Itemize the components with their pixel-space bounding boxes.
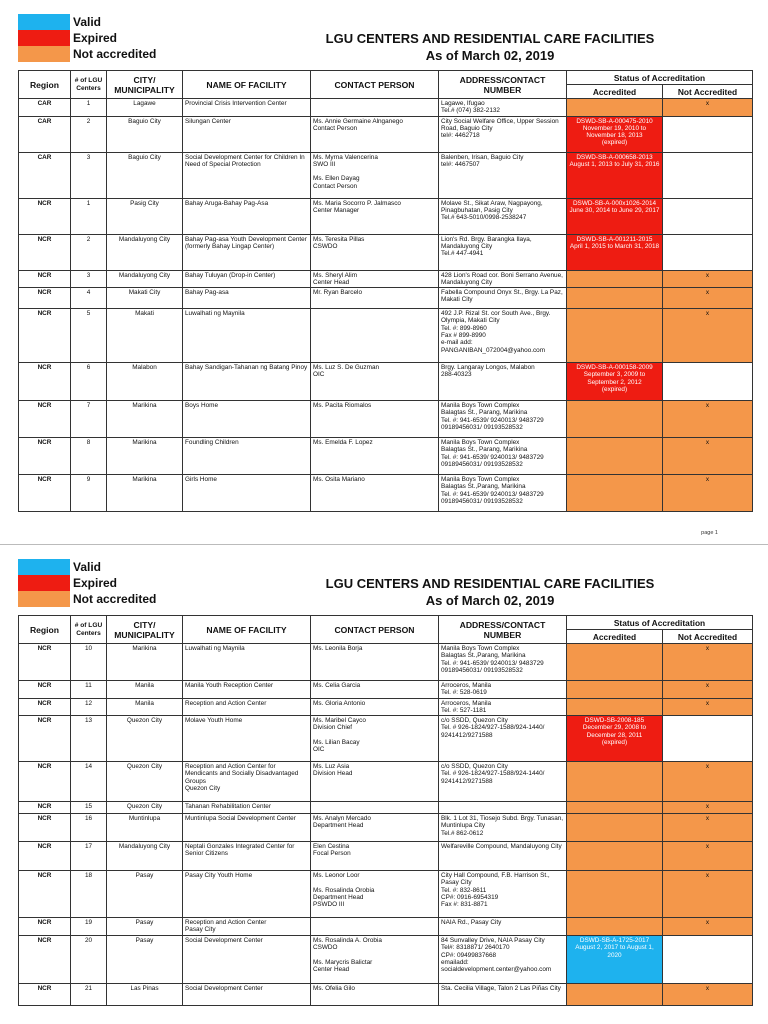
city-cell: Quezon City	[107, 716, 183, 762]
legend-label: Not accredited	[73, 47, 157, 61]
city-cell: Pasig City	[107, 198, 183, 234]
legend-label: Not accredited	[73, 592, 157, 606]
contact-person-cell: Ms. Ofelia Gilo	[311, 984, 439, 1006]
center-number-cell: 14	[71, 762, 107, 802]
contact-person-cell: Ms. Osita Mariano	[311, 475, 439, 512]
accredited-cell: DSWD-SB-A-000658-2013 August 1, 2013 to July 31, 2016	[567, 152, 663, 198]
legend-label: Valid	[73, 15, 102, 29]
not-accredited-cell	[663, 116, 753, 152]
table-row	[19, 814, 753, 842]
contact-person-cell	[311, 802, 439, 814]
col-header-address: ADDRESS/CONTACT NUMBER	[439, 616, 567, 644]
not-accredited-cell	[663, 936, 753, 984]
col-header-facility: NAME OF FACILITY	[183, 71, 311, 99]
table-row	[19, 234, 753, 270]
address-cell: Manila Boys Town Complex Balagtas St., Parang, Marikina Tel. #: 941-6539/ 9240013/ 9483729 09189456031/ 09193528532	[439, 438, 567, 475]
contact-person-cell: Ms. Sheryl Alim Center Head	[311, 270, 439, 288]
legend-item-valid	[18, 14, 156, 30]
center-number-cell: 1	[71, 198, 107, 234]
col-header-not-accredited: Not Accredited	[663, 630, 753, 644]
table-row	[19, 716, 753, 762]
region-cell: NCR	[19, 918, 71, 936]
city-cell: Lagawe	[107, 99, 183, 117]
table-row	[19, 842, 753, 871]
table-row	[19, 116, 753, 152]
not-accredited-cell: x	[663, 842, 753, 871]
legend-item-expired	[18, 575, 156, 591]
accredited-cell	[567, 984, 663, 1006]
center-number-cell: 11	[71, 681, 107, 699]
facility-name-cell: Provincial Crisis Intervention Center	[183, 99, 311, 117]
address-cell: Blk. 1 Lot 31, Tiosejo Subd. Brgy. Tunasan, Muntinlupa City Tel.# 862-0612	[439, 814, 567, 842]
legend-label: Valid	[73, 560, 102, 574]
contact-person-cell: Ms. Leonor Loor Ms. Rosalinda Orobia Department Head PSWDO III	[311, 871, 439, 918]
region-cell: NCR	[19, 698, 71, 716]
table-row	[19, 762, 753, 802]
address-cell: c/o SSDD, Quezon City Tel. # 926-1824/927-1588/924-1440/ 9241412/9271588	[439, 716, 567, 762]
contact-person-cell: Ms. Annie Germaine Alnganego Contact Person	[311, 116, 439, 152]
city-cell: Pasay	[107, 936, 183, 984]
not-accredited-cell: x	[663, 871, 753, 918]
city-cell: Malabon	[107, 363, 183, 401]
center-number-cell: 1	[71, 99, 107, 117]
facility-name-cell: Social Development Center for Children In Need of Special Protection	[183, 152, 311, 198]
address-cell: Manila Boys Town Complex Balagtas St.,Parang, Marikina Tel. #: 941-6539/ 9240013/ 9483729 09189456031/ 09193528532	[439, 475, 567, 512]
facility-name-cell: Tahanan Rehabilitation Center	[183, 802, 311, 814]
legend	[18, 559, 156, 607]
contact-person-cell: Ms. Maria Socorro P. Jalmasco Center Manager	[311, 198, 439, 234]
contact-person-cell: Ms. Pacita Riomalos	[311, 401, 439, 438]
facilities-table	[18, 70, 753, 512]
table-row	[19, 99, 753, 117]
accredited-cell	[567, 871, 663, 918]
table-row	[19, 198, 753, 234]
not-accredited-cell: x	[663, 681, 753, 699]
address-cell: Manila Boys Town Complex Balagtas St.,Parang, Marikina Tel. #: 941-6539/ 9240013/ 9483729 09189456031/ 09193528532	[439, 644, 567, 681]
col-header-contact: CONTACT PERSON	[311, 616, 439, 644]
facility-name-cell: Foundling Children	[183, 438, 311, 475]
accredited-cell	[567, 270, 663, 288]
table-row	[19, 644, 753, 681]
center-number-cell: 5	[71, 309, 107, 363]
center-number-cell: 6	[71, 363, 107, 401]
legend-swatch	[18, 30, 70, 46]
center-number-cell: 12	[71, 698, 107, 716]
not-accredited-cell: x	[663, 698, 753, 716]
region-cell: CAR	[19, 116, 71, 152]
address-cell: Lion's Rd. Brgy. Barangka Ilaya, Mandaluyong City Tel.# 447-4941	[439, 234, 567, 270]
not-accredited-cell: x	[663, 918, 753, 936]
legend-item-valid	[18, 559, 156, 575]
contact-person-cell: Ms. Emelda F. Lopez	[311, 438, 439, 475]
table-row	[19, 681, 753, 699]
region-cell: NCR	[19, 288, 71, 309]
address-cell: Lagawe, Ifugao Tel.# (074) 382-2132	[439, 99, 567, 117]
table-row	[19, 363, 753, 401]
page-number: page 1	[701, 530, 718, 536]
page-subtitle: As of March 02, 2019	[425, 593, 555, 608]
contact-person-cell: Ms. Rosalinda A. Orobia CSWDO Ms. Marycris Balictar Center Head	[311, 936, 439, 984]
city-cell: Marikina	[107, 644, 183, 681]
facility-name-cell: Manila Youth Reception Center	[183, 681, 311, 699]
col-header-status: Status of Accreditation	[567, 71, 753, 85]
city-cell: Mandaluyong City	[107, 270, 183, 288]
address-cell	[439, 802, 567, 814]
not-accredited-cell: x	[663, 270, 753, 288]
accredited-cell	[567, 842, 663, 871]
contact-person-cell: Ms. Analyn Mercado Department Head	[311, 814, 439, 842]
accredited-cell	[567, 681, 663, 699]
legend-swatch	[18, 559, 70, 575]
region-cell: NCR	[19, 198, 71, 234]
facility-name-cell: Molave Youth Home	[183, 716, 311, 762]
col-header-num: # of LGU Centers	[71, 616, 107, 644]
center-number-cell: 10	[71, 644, 107, 681]
contact-person-cell: Ms. Celia Garcia	[311, 681, 439, 699]
accredited-cell	[567, 438, 663, 475]
region-cell: NCR	[19, 681, 71, 699]
center-number-cell: 17	[71, 842, 107, 871]
table-row	[19, 475, 753, 512]
legend-item-expired	[18, 30, 156, 46]
address-cell: 428 Lion's Road cor. Boni Serrano Avenue, Mandaluyong City	[439, 270, 567, 288]
region-cell: CAR	[19, 99, 71, 117]
region-cell: NCR	[19, 716, 71, 762]
not-accredited-cell: x	[663, 438, 753, 475]
city-cell: Makati City	[107, 288, 183, 309]
accredited-cell	[567, 698, 663, 716]
legend-swatch	[18, 591, 70, 607]
region-cell: NCR	[19, 234, 71, 270]
accredited-cell: DSWD-SB-A-000475-2010 November 19, 2010 to November 18, 2013 (expired)	[567, 116, 663, 152]
center-number-cell: 19	[71, 918, 107, 936]
not-accredited-cell	[663, 234, 753, 270]
city-cell: Pasay	[107, 918, 183, 936]
center-number-cell: 7	[71, 401, 107, 438]
center-number-cell: 3	[71, 152, 107, 198]
facility-name-cell: Pasay City Youth Home	[183, 871, 311, 918]
accredited-cell	[567, 644, 663, 681]
facility-name-cell: Silungan Center	[183, 116, 311, 152]
region-cell: NCR	[19, 984, 71, 1006]
not-accredited-cell: x	[663, 401, 753, 438]
facilities-table	[18, 615, 753, 1006]
table-row	[19, 270, 753, 288]
facility-name-cell: Reception and Action Center for Mendicants and Socially Disadvantaged Groups Quezon City	[183, 762, 311, 802]
address-cell: Manila Boys Town Complex Balagtas St., Parang, Marikina Tel. #: 941-6539/ 9240013/ 9483729 09189456031/ 09193528532	[439, 401, 567, 438]
table-row	[19, 698, 753, 716]
col-header-address: ADDRESS/CONTACT NUMBER	[439, 71, 567, 99]
city-cell: Marikina	[107, 475, 183, 512]
not-accredited-cell: x	[663, 99, 753, 117]
contact-person-cell: Ms. Teresita Pillas CSWDO	[311, 234, 439, 270]
accredited-cell	[567, 475, 663, 512]
city-cell: Quezon City	[107, 802, 183, 814]
not-accredited-cell: x	[663, 309, 753, 363]
facility-name-cell: Social Development Center	[183, 984, 311, 1006]
not-accredited-cell	[663, 363, 753, 401]
legend	[18, 14, 156, 62]
legend-swatch	[18, 14, 70, 30]
city-cell: Pasay	[107, 871, 183, 918]
center-number-cell: 8	[71, 438, 107, 475]
address-cell: 492 J.P. Rizal St. cor South Ave., Brgy. Olympia, Makati City Tel. #: 899-8960 Fax # 899-8990 e-mail add: PANGANIBAN_072004@yahoo.com	[439, 309, 567, 363]
city-cell: Quezon City	[107, 762, 183, 802]
table-row	[19, 309, 753, 363]
accredited-cell	[567, 814, 663, 842]
facility-name-cell: Bahay Aruga-Bahay Pag-Asa	[183, 198, 311, 234]
address-cell: Brgy. Langaray Longos, Malabon 288-40323	[439, 363, 567, 401]
center-number-cell: 2	[71, 234, 107, 270]
legend-swatch	[18, 46, 70, 62]
facility-name-cell: Bahay Pag-asa Youth Development Center (formerly Bahay Lingap Center)	[183, 234, 311, 270]
region-cell: NCR	[19, 871, 71, 918]
not-accredited-cell: x	[663, 762, 753, 802]
accredited-cell	[567, 762, 663, 802]
page-2	[0, 544, 768, 1024]
facility-name-cell: Luwalhati ng Maynila	[183, 644, 311, 681]
col-header-num: # of LGU Centers	[71, 71, 107, 99]
region-cell: NCR	[19, 814, 71, 842]
contact-person-cell: Ms. Gloria Antonio	[311, 698, 439, 716]
accredited-cell	[567, 309, 663, 363]
center-number-cell: 13	[71, 716, 107, 762]
address-cell: Molave St., Sikat Araw, Nagpayong, Pinagbuhatan, Pasig City Tel.# 643-5010/0998-2538247	[439, 198, 567, 234]
facility-name-cell: Bahay Sandigan-Tahanan ng Batang Pinoy	[183, 363, 311, 401]
facility-name-cell: Reception and Action Center Pasay City	[183, 918, 311, 936]
accredited-cell	[567, 99, 663, 117]
contact-person-cell: Ms. Maribel Cayco Division Chief Ms. Lilian Bacay OIC	[311, 716, 439, 762]
col-header-region: Region	[19, 616, 71, 644]
contact-person-cell: Ms. Luz Asia Division Head	[311, 762, 439, 802]
city-cell: Muntinlupa	[107, 814, 183, 842]
center-number-cell: 18	[71, 871, 107, 918]
region-cell: NCR	[19, 644, 71, 681]
not-accredited-cell	[663, 152, 753, 198]
col-header-accredited: Accredited	[567, 630, 663, 644]
accredited-cell: DSWD-SB-A-000x1026-2014 June 30, 2014 to June 29, 2017	[567, 198, 663, 234]
table-row	[19, 918, 753, 936]
city-cell: Baguio City	[107, 152, 183, 198]
contact-person-cell	[311, 99, 439, 117]
address-cell: c/o SSDD, Quezon City Tel. # 926-1824/927-1588/924-1440/ 9241412/9271588	[439, 762, 567, 802]
region-cell: NCR	[19, 401, 71, 438]
facility-name-cell: Social Development Center	[183, 936, 311, 984]
legend-label: Expired	[73, 576, 118, 590]
legend-swatch	[18, 575, 70, 591]
address-cell: Fabella Compound Onyx St., Brgy. La Paz, Makati City	[439, 288, 567, 309]
table-row	[19, 152, 753, 198]
not-accredited-cell: x	[663, 644, 753, 681]
center-number-cell: 3	[71, 270, 107, 288]
city-cell: Manila	[107, 698, 183, 716]
address-cell: NAIA Rd., Pasay City	[439, 918, 567, 936]
facility-name-cell: Neptali Gonzales Integrated Center for Senior Citizens	[183, 842, 311, 871]
address-cell: Sta. Cecilia Village, Talon 2 Las Piñas City	[439, 984, 567, 1006]
table-row	[19, 871, 753, 918]
legend-item-not-accredited	[18, 591, 156, 607]
city-cell: Baguio City	[107, 116, 183, 152]
facility-name-cell: Bahay Pag-asa	[183, 288, 311, 309]
not-accredited-cell: x	[663, 802, 753, 814]
accredited-cell: DSWD-SB-A-000158-2009 September 3, 2009 to September 2, 2012 (expired)	[567, 363, 663, 401]
page-title: LGU CENTERS AND RESIDENTIAL CARE FACILITIES	[325, 576, 655, 591]
region-cell: NCR	[19, 363, 71, 401]
address-cell: Arroceros, Manila Tel. #: 528-0619	[439, 681, 567, 699]
city-cell: Las Pinas	[107, 984, 183, 1006]
region-cell: NCR	[19, 936, 71, 984]
not-accredited-cell: x	[663, 984, 753, 1006]
page-subtitle: As of March 02, 2019	[425, 48, 555, 63]
table-row	[19, 984, 753, 1006]
region-cell: NCR	[19, 475, 71, 512]
facility-name-cell: Boys Home	[183, 401, 311, 438]
not-accredited-cell	[663, 716, 753, 762]
contact-person-cell: Ms. Myrna Valencerina SWO III Ms. Ellen Dayag Contact Person	[311, 152, 439, 198]
center-number-cell: 21	[71, 984, 107, 1006]
accredited-cell	[567, 802, 663, 814]
address-cell: City Hall Compound, F.B. Harrison St., Pasay City Tel. #: 832-8611 CP#: 0916-6954319 Fax #: 831-8871	[439, 871, 567, 918]
region-cell: NCR	[19, 438, 71, 475]
table-row	[19, 288, 753, 309]
contact-person-cell	[311, 918, 439, 936]
col-header-not-accredited: Not Accredited	[663, 85, 753, 99]
accredited-cell	[567, 401, 663, 438]
not-accredited-cell: x	[663, 814, 753, 842]
address-cell: Arroceros, Manila Tel. #: 527-1181	[439, 698, 567, 716]
region-cell: NCR	[19, 842, 71, 871]
table-row	[19, 802, 753, 814]
facility-name-cell: Bahay Tuluyan (Drop-in Center)	[183, 270, 311, 288]
page-title: LGU CENTERS AND RESIDENTIAL CARE FACILITIES	[325, 31, 655, 46]
facility-name-cell: Girls Home	[183, 475, 311, 512]
col-header-city: CITY/ MUNICIPALITY	[107, 616, 183, 644]
region-cell: NCR	[19, 802, 71, 814]
col-header-status: Status of Accreditation	[567, 616, 753, 630]
center-number-cell: 9	[71, 475, 107, 512]
legend-item-not-accredited	[18, 46, 156, 62]
facility-name-cell: Muntinlupa Social Development Center	[183, 814, 311, 842]
facility-name-cell: Luwalhati ng Maynila	[183, 309, 311, 363]
legend-label: Expired	[73, 31, 118, 45]
table-row	[19, 401, 753, 438]
city-cell: Mandaluyong City	[107, 842, 183, 871]
city-cell: Marikina	[107, 438, 183, 475]
region-cell: NCR	[19, 309, 71, 363]
city-cell: Makati	[107, 309, 183, 363]
col-header-accredited: Accredited	[567, 85, 663, 99]
accredited-cell: DSWD-SB-A-1725-2017 August 2, 2017 to August 1, 2020	[567, 936, 663, 984]
contact-person-cell: Ms. Luz S. De Guzman OIC	[311, 363, 439, 401]
address-cell: Welfareville Compound, Mandaluyong City	[439, 842, 567, 871]
center-number-cell: 15	[71, 802, 107, 814]
contact-person-cell	[311, 309, 439, 363]
col-header-city: CITY/ MUNICIPALITY	[107, 71, 183, 99]
contact-person-cell: Mr. Ryan Barcelo	[311, 288, 439, 309]
accredited-cell	[567, 918, 663, 936]
center-number-cell: 20	[71, 936, 107, 984]
address-cell: Balenben, Irisan, Baguio City tel#: 4467507	[439, 152, 567, 198]
col-header-region: Region	[19, 71, 71, 99]
accredited-cell: DSWD-SB-2008-185 December 29, 2008 to December 28, 2011 (expired)	[567, 716, 663, 762]
contact-person-cell: Ms. Leonila Borja	[311, 644, 439, 681]
center-number-cell: 2	[71, 116, 107, 152]
contact-person-cell: Elen Cestina Focal Person	[311, 842, 439, 871]
accredited-cell	[567, 288, 663, 309]
not-accredited-cell	[663, 198, 753, 234]
center-number-cell: 4	[71, 288, 107, 309]
address-cell: City Social Welfare Office, Upper Session Road, Baguio City tel#: 4462718	[439, 116, 567, 152]
center-number-cell: 16	[71, 814, 107, 842]
not-accredited-cell: x	[663, 475, 753, 512]
city-cell: Marikina	[107, 401, 183, 438]
address-cell: 84 Sunvalley Drive, NAIA Pasay City Tel#: 8318871/ 2640170 CP#: 09499837668 emailadd: socialdevelopment.center@yahoo.com	[439, 936, 567, 984]
region-cell: NCR	[19, 762, 71, 802]
region-cell: NCR	[19, 270, 71, 288]
col-header-facility: NAME OF FACILITY	[183, 616, 311, 644]
table-row	[19, 936, 753, 984]
col-header-contact: CONTACT PERSON	[311, 71, 439, 99]
facility-name-cell: Reception and Action Center	[183, 698, 311, 716]
accredited-cell: DSWD-SB-A-001211-2015 April 1, 2015 to March 31, 2018	[567, 234, 663, 270]
table-row	[19, 438, 753, 475]
region-cell: CAR	[19, 152, 71, 198]
not-accredited-cell: x	[663, 288, 753, 309]
city-cell: Mandaluyong City	[107, 234, 183, 270]
city-cell: Manila	[107, 681, 183, 699]
